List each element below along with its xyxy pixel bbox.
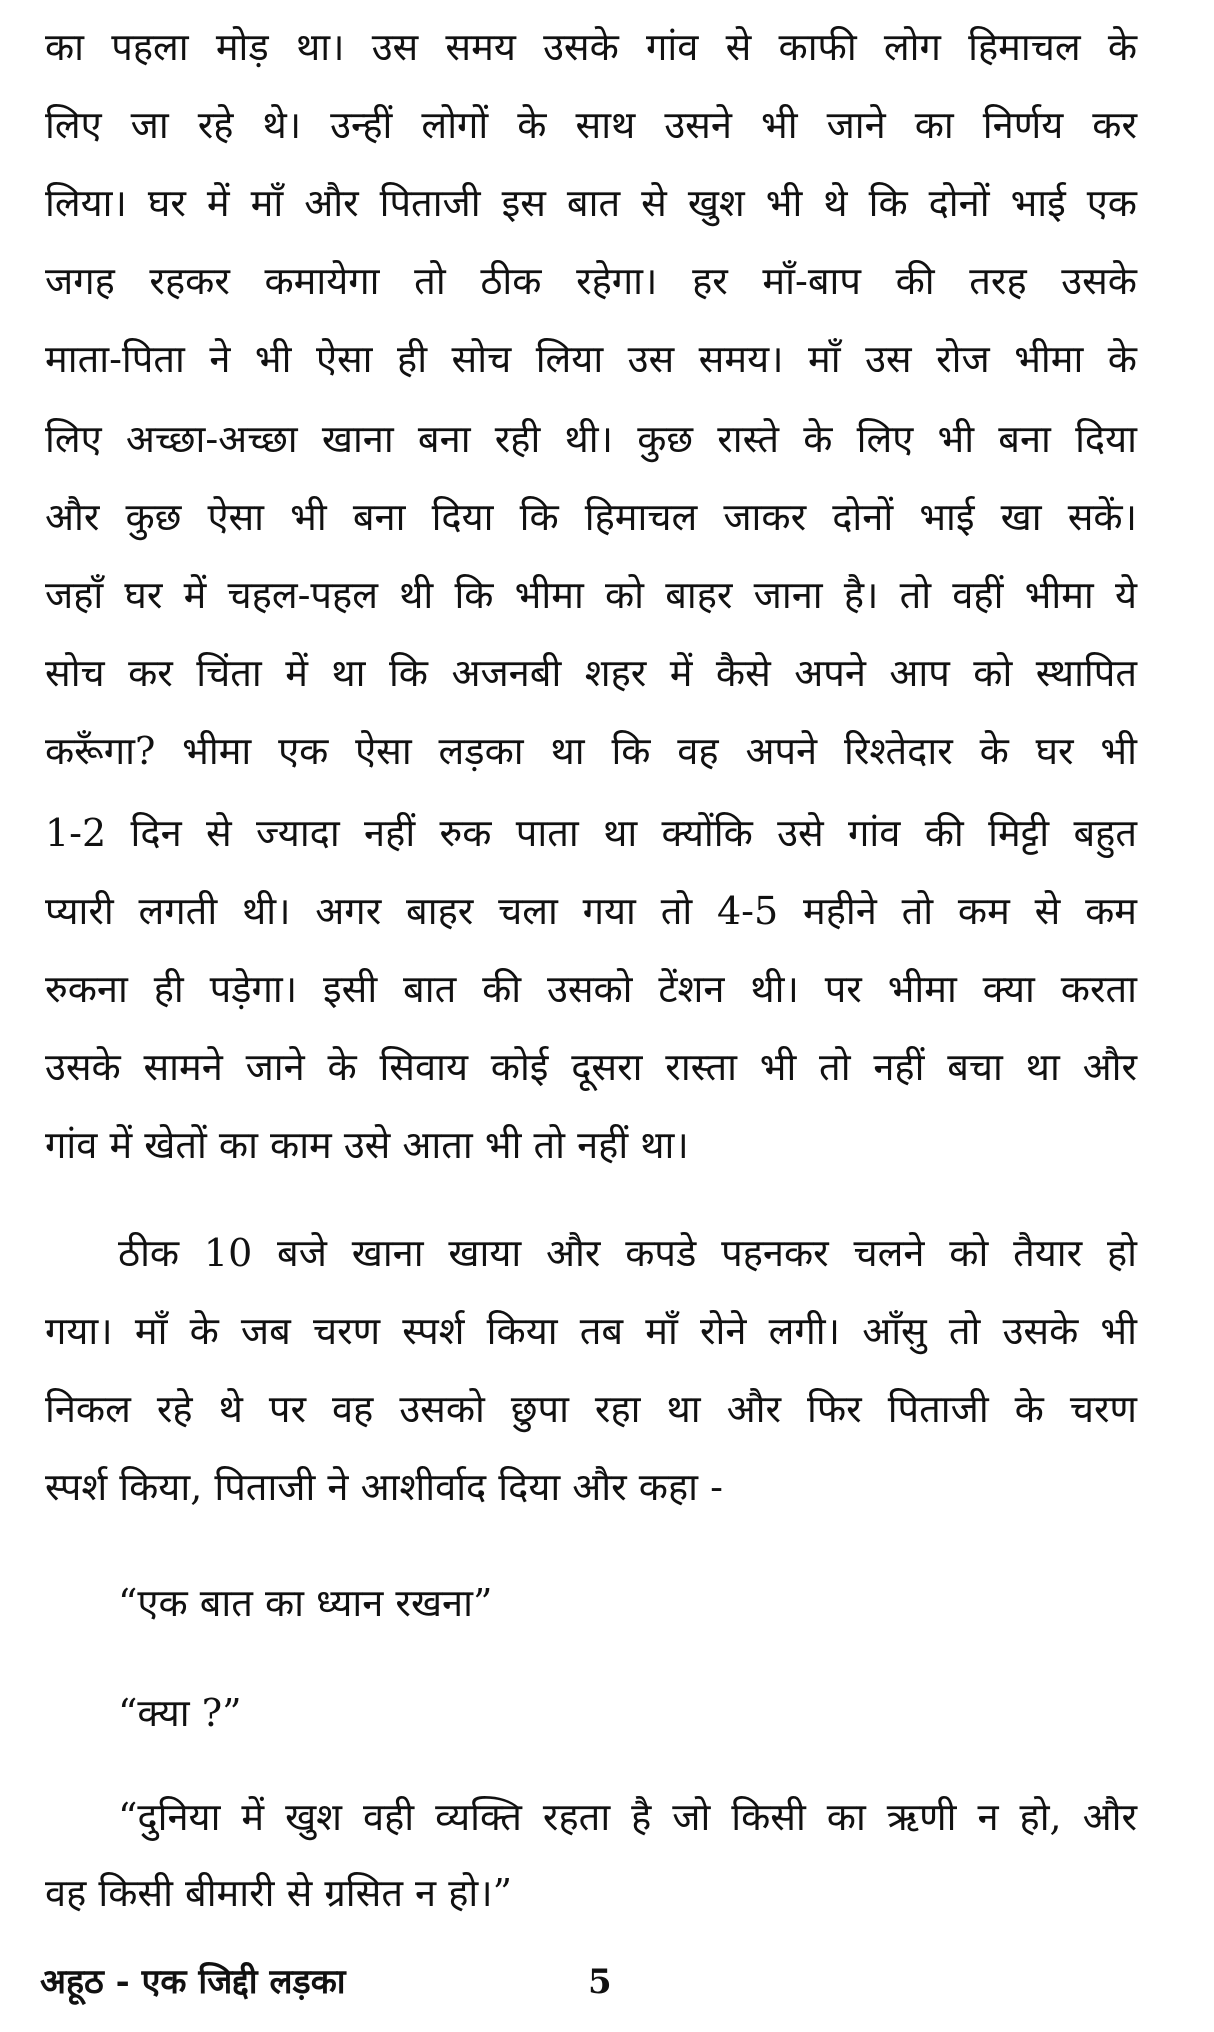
dialogue-line: “एक बात का ध्यान रखना” [118,1581,493,1625]
text-line: 1-2 दिन से ज्यादा नहीं रुक पाता था क्योंकि उसे गांव की मिट्टी बहुत [45,811,1137,855]
text-line: लिया। घर में माँ और पिताजी इस बात से खुश भी थे कि दोनों भाई एक [45,181,1137,225]
text-line: माता-पिता ने भी ऐसा ही सोच लिया उस समय। माँ उस रोज भीमा के [45,337,1137,381]
text-line: उसके सामने जाने के सिवाय कोई दूसरा रास्ता भी तो नहीं बचा था और [45,1045,1137,1089]
footer-page-number: 5 [588,1962,612,2002]
text-line: प्यारी लगती थी। अगर बाहर चला गया तो 4-5 महीने तो कम से कम [45,889,1137,933]
text-line: का पहला मोड़ था। उस समय उसके गांव से काफी लोग हिमाचल के [45,25,1137,69]
footer-book-title: अहूठ - एक जिद्दी लड़का [40,1962,346,2002]
dialogue-line: “दुनिया में खुश वही व्यक्ति रहता है जो किसी का ऋणी न हो, और [118,1795,1137,1839]
text-line: गया। माँ के जब चरण स्पर्श किया तब माँ रोने लगी। आँसु तो उसके भी [45,1309,1137,1353]
text-line: स्पर्श किया, पिताजी ने आशीर्वाद दिया और कहा - [45,1465,723,1509]
text-line: रुकना ही पड़ेगा। इसी बात की उसको टेंशन थी। पर भीमा क्या करता [45,967,1137,1011]
text-line: गांव में खेतों का काम उसे आता भी तो नहीं था। [45,1123,689,1167]
text-line: निकल रहे थे पर वह उसको छुपा रहा था और फिर पिताजी के चरण [45,1387,1137,1431]
text-line: और कुछ ऐसा भी बना दिया कि हिमाचल जाकर दोनों भाई खा सकें। [45,495,1137,539]
text-line: जगह रहकर कमायेगा तो ठीक रहेगा। हर माँ-बाप की तरह उसके [45,259,1137,303]
text-line: करूँगा? भीमा एक ऐसा लड़का था कि वह अपने रिश्तेदार के घर भी [45,729,1137,773]
text-line: ठीक 10 बजे खाना खाया और कपडे पहनकर चलने को तैयार हो [118,1231,1137,1275]
text-line: सोच कर चिंता में था कि अजनबी शहर में कैसे अपने आप को स्थापित [45,651,1137,695]
text-line: लिए अच्छा-अच्छा खाना बना रही थी। कुछ रास्ते के लिए भी बना दिया [45,417,1137,461]
dialogue-line: “क्या ?” [118,1691,242,1735]
text-line: जहाँ घर में चहल-पहल थी कि भीमा को बाहर जाना है। तो वहीं भीमा ये [45,573,1137,617]
dialogue-line: वह किसी बीमारी से ग्रसित न हो।” [45,1871,513,1915]
text-line: लिए जा रहे थे। उन्हीं लोगों के साथ उसने भी जाने का निर्णय कर [45,103,1137,147]
